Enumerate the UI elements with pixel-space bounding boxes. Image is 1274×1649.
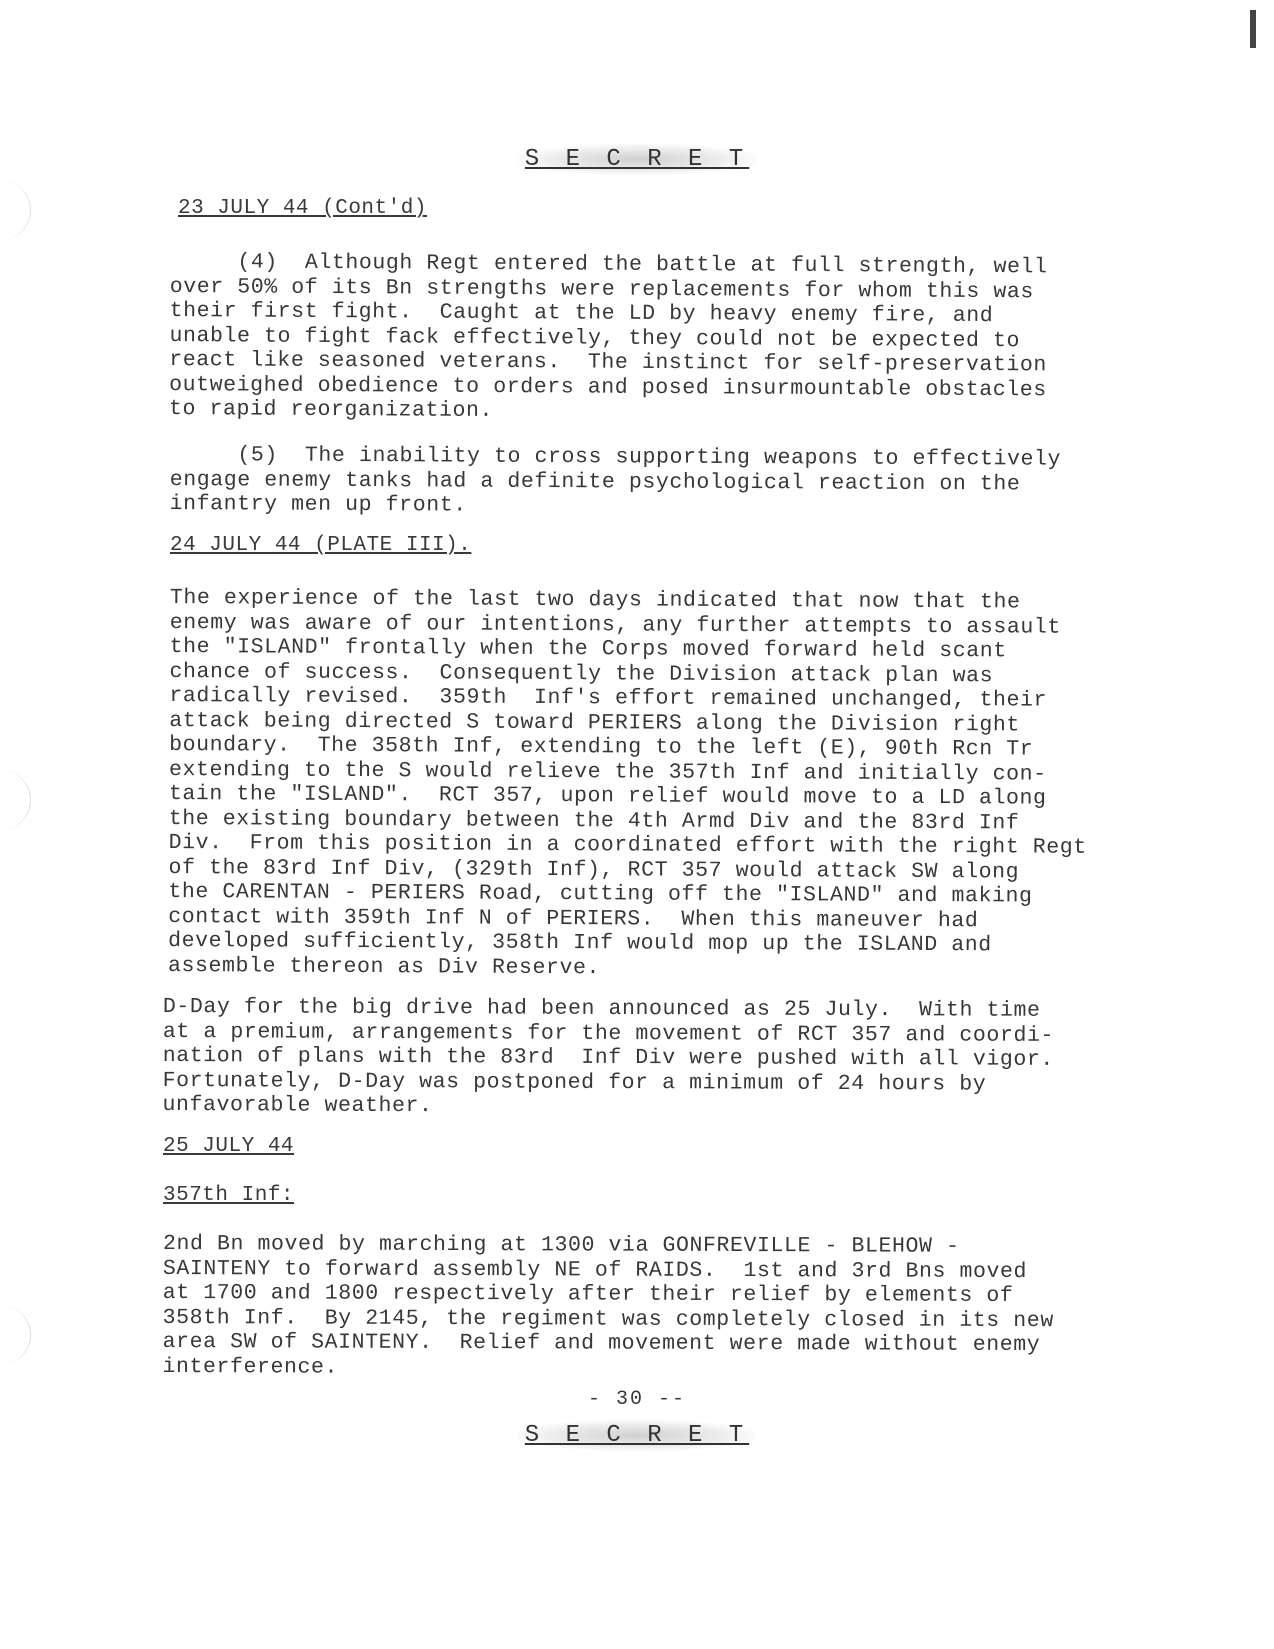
- paragraph-d-day: D-Day for the big drive had been announced as 25 July. With time at a premium, arrangements for the movement of RCT 357 and coordi- nation of plans with the 83rd Inf Div were pushed with all vigor. Fortunately, D-Day was postponed for a minimum of 24 hours by unfavorable weather.: [162, 995, 1055, 1119]
- scan-edge-mark: [1250, 10, 1256, 48]
- page-number: - 30 --: [587, 1388, 686, 1411]
- section-heading-23-july-contd: 23 JULY 44 (Cont'd): [178, 197, 427, 220]
- punch-hole-shadow: [0, 770, 31, 830]
- section-heading-24-july: [170, 534, 471, 557]
- section-heading-357th-inf: 357th Inf:: [163, 1184, 295, 1207]
- section-heading-24-july-text: 24 JULY 44 (PLATE III): [170, 534, 459, 557]
- punch-hole-shadow: [0, 1305, 31, 1365]
- paragraph-357th-inf: 2nd Bn moved by marching at 1300 via GONFREVILLE - BLEHOW - SAINTENY to forward assembly NE of RAIDS. 1st and 3rd Bns moved at 1700 and 1800 respectively after their relief by elements of 358th Inf. By 2145, the regiment was completely closed in its new area SW of SAINTENY. Relief and movement were made without enemy interference.: [162, 1232, 1054, 1380]
- paragraph-24-july: The experience of the last two days indicated that now that the enemy was aware of our intentions, any further attempts to assault the "ISLAND" frontally when the Corps moved forward held scant chance of success. Consequently the Division attack plan was radically revised. 359th Inf's effort remained unchanged, their attack being directed S toward PERIERS along the Division right boundary. The 358th Inf, extending to the left (E), 90th Rcn Tr extending to the S would relieve the 357th Inf and initially con- tain the "ISLAND". RCT 357, upon relief would move to a LD along the existing boundary between the 4th Armd Div and the 83rd Inf Div. From this position in a coordinated effort with the right Regt of the 83rd Inf Div, (329th Inf), RCT 357 would attack SW along the CARENTAN - PERIERS Road, cutting off the "ISLAND" and making contact with 359th Inf N of PERIERS. When this maneuver had developed sufficiently, 358th Inf would mop up the ISLAND and assemble thereon as Div Reserve.: [167, 586, 1087, 980]
- classification-header-text: S E C R E T: [517, 144, 757, 175]
- classification-footer-text: S E C R E T: [517, 1420, 757, 1451]
- classification-header: [0, 146, 1274, 173]
- section-heading-25-july: 25 JULY 44: [163, 1135, 295, 1158]
- classification-footer: [0, 1422, 1274, 1449]
- paragraph-4: (4) Although Regt entered the battle at full strength, well over 50% of its Bn strengths were replacements for whom this was their first fight. Caught at the LD by heavy enemy fire, and unable to fight fack effectively, they could not be expected to react like seasoned veterans. The instinct for self-preservation outweighed obedience to orders and posed insurmountable obstacles to rapid reorganization.: [168, 250, 1048, 423]
- punch-hole-shadow: [0, 180, 31, 240]
- section-heading-24-july-period: .: [458, 534, 472, 557]
- paragraph-5: (5) The inability to cross supporting weapons to effectively engage enemy tanks had a definite psychological reaction on the infantry men up front.: [169, 443, 1062, 518]
